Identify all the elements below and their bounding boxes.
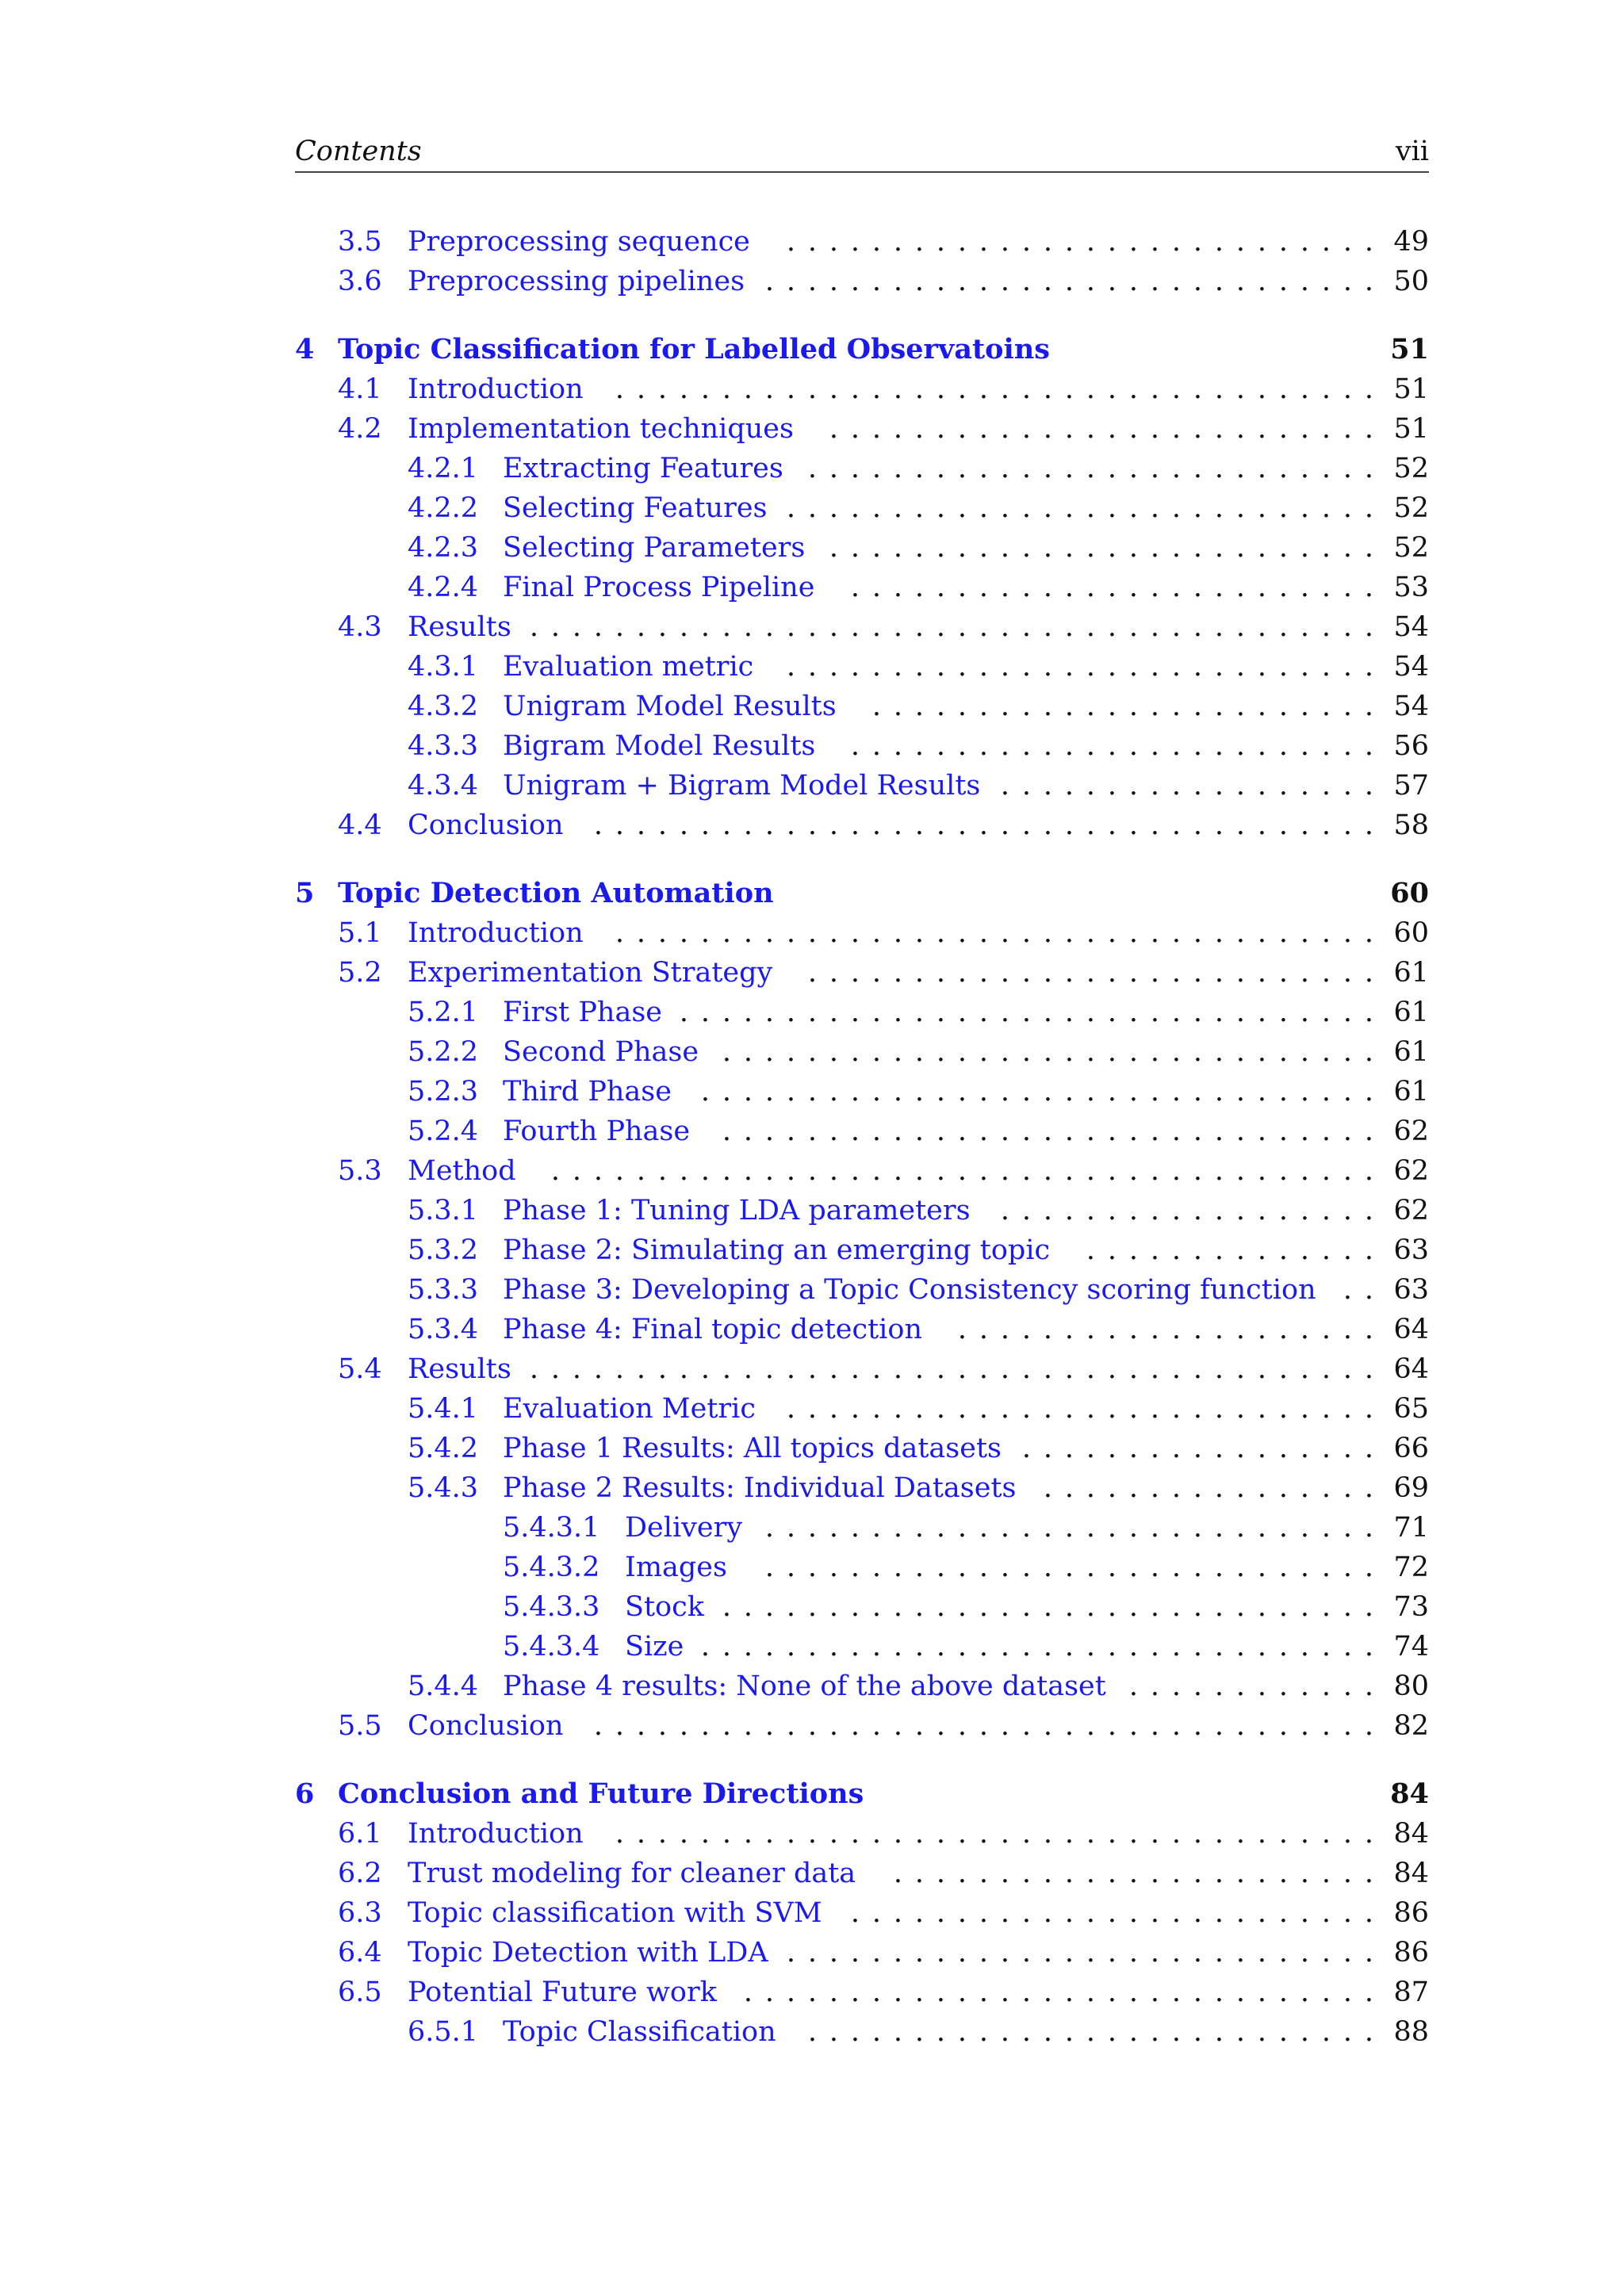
toc-entry-number[interactable]: 6.4: [338, 1937, 382, 1969]
toc-entry-title[interactable]: Implementation techniques: [408, 409, 802, 449]
toc-entry-title[interactable]: Topic Classification: [503, 2012, 784, 2052]
toc-entry-title[interactable]: Phase 1 Results: All topics datasets: [503, 1429, 1009, 1468]
toc-entry[interactable]: [295, 222, 1429, 262]
toc-entry-number[interactable]: 5.3: [338, 1155, 382, 1187]
dot-leader: . . . . . . . . . . . . . . . . . . . . . . . . . .: [829, 413, 1374, 445]
toc-entry[interactable]: [295, 1468, 1429, 1508]
dot-leader: . . . . . . . . . . . . . . . . . . . . . . . .: [871, 691, 1374, 722]
toc-entry-title[interactable]: Bigram Model Results: [503, 726, 823, 766]
toc-entry-title[interactable]: Preprocessing pipelines: [408, 262, 753, 301]
toc-entry-number[interactable]: 5: [295, 877, 315, 909]
toc-entry-number[interactable]: 4.3.3: [408, 730, 479, 762]
toc-entry[interactable]: [295, 409, 1429, 449]
toc-entry[interactable]: [295, 806, 1429, 845]
toc-entry-number[interactable]: 3.6: [338, 266, 382, 297]
toc-entry[interactable]: [295, 1508, 1429, 1548]
running-header: [295, 132, 1429, 173]
toc-entry[interactable]: [295, 488, 1429, 528]
dot-leader: . . . . . . . . . . . . . . . . . . . . . . . . . . . . . . . . . . . .: [615, 1818, 1374, 1850]
toc-entry-number[interactable]: 5.4.2: [408, 1433, 479, 1464]
toc-entry-number[interactable]: 4.3: [338, 611, 382, 643]
toc-entry-page: 58: [1393, 809, 1429, 841]
toc-entry[interactable]: [295, 647, 1429, 687]
toc-entry[interactable]: [295, 766, 1429, 806]
toc-entry[interactable]: [295, 1032, 1429, 1072]
toc-entry-page: 52: [1393, 492, 1429, 524]
toc-entry-number[interactable]: 4.3.2: [408, 691, 479, 722]
toc-entry-page: 56: [1393, 730, 1429, 762]
toc-entry-page: 57: [1393, 770, 1429, 802]
toc-entry[interactable]: [295, 1706, 1429, 1746]
toc-entry[interactable]: [295, 1112, 1429, 1151]
toc-entry-number[interactable]: 6.2: [338, 1858, 382, 1889]
dot-leader: . . . . . . . . . . . . . . . . . . . . . . . . . . . . . . . . . . . . . . . .: [529, 611, 1374, 643]
dot-leader: . . . . . . . . . . . . . . . . . . . . . . . . . . . . .: [764, 1552, 1374, 1583]
toc-chapter-entry[interactable]: [295, 1774, 1429, 1814]
toc-entry-page: 63: [1393, 1274, 1429, 1306]
toc-entry-number[interactable]: 5.3.1: [408, 1195, 479, 1226]
toc-entry-page: 60: [1393, 917, 1429, 949]
dot-leader: . . . . . . . . . . . . . . . . . . . . . . . . . . .: [807, 453, 1374, 484]
toc-entry[interactable]: [295, 1429, 1429, 1468]
toc-entry[interactable]: [295, 262, 1429, 301]
toc-entry-page: 86: [1393, 1937, 1429, 1969]
toc-entry-page: 52: [1393, 532, 1429, 564]
toc-entry-page: 54: [1393, 611, 1429, 643]
toc-entry[interactable]: [295, 1587, 1429, 1627]
document-page: [295, 0, 1429, 2296]
toc-entry-title[interactable]: Selecting Features: [503, 488, 776, 528]
toc-entry-number[interactable]: 5.2: [338, 957, 382, 989]
dot-leader: . . . . . . . . . . . . . . . . . . . . . . . . . . . . . . . . . . . .: [615, 373, 1374, 405]
dot-leader: . . . . . . . . . . . . . . . . . . . . . . . . . . . . . . .: [722, 1036, 1374, 1068]
dot-leader: . . . . . . . . . . . . . . . . . . . . . . . . .: [850, 572, 1374, 603]
toc-entry-title[interactable]: Phase 3: Developing a Topic Consistency scoring function: [503, 1270, 1324, 1310]
toc-entry-title[interactable]: Conclusion: [408, 1706, 572, 1746]
toc-entry-title[interactable]: Size: [625, 1627, 691, 1667]
toc-entry-number[interactable]: 5.4.1: [408, 1393, 479, 1425]
toc-entry-title[interactable]: Experimentation Strategy: [408, 953, 780, 993]
toc-entry-number[interactable]: 3.5: [338, 226, 382, 258]
toc-entry[interactable]: [295, 528, 1429, 568]
toc-entry-number[interactable]: 5.4.3.3: [503, 1591, 600, 1623]
dot-leader: . . . . . . . . . . . . . . . . . . . . . . .: [893, 1858, 1374, 1889]
toc-entry-title[interactable]: Topic Detection Automation: [338, 874, 782, 913]
toc-entry-page: 82: [1393, 1710, 1429, 1742]
toc-entry-page: 69: [1393, 1472, 1429, 1504]
toc-entry-number[interactable]: 5.4.3.4: [503, 1631, 600, 1663]
dot-leader: . . . . . . . . . . . . . . . . . . . . . . . . . . . . . . . . . . . .: [615, 917, 1374, 949]
toc-entry-number[interactable]: 4: [295, 333, 315, 365]
toc-entry-number[interactable]: 4.4: [338, 809, 382, 841]
toc-entry-number[interactable]: 6.1: [338, 1818, 382, 1850]
toc-entry-page: 74: [1393, 1631, 1429, 1663]
toc-entry-page: 72: [1393, 1552, 1429, 1583]
toc-entry-page: 62: [1393, 1155, 1429, 1187]
toc-entry-number[interactable]: 5.2.1: [408, 997, 479, 1028]
toc-chapter-entry[interactable]: [295, 874, 1429, 913]
dot-leader: . . . . . . . . . . . . . . . . . . . . . . . . .: [850, 1897, 1374, 1929]
toc-entry-page: 63: [1393, 1234, 1429, 1266]
toc-entry-page: 66: [1393, 1433, 1429, 1464]
toc-entry[interactable]: [295, 1548, 1429, 1587]
dot-leader: . . . . . . . . . . . . . . . . . . . . . . . . . . . . . . . .: [700, 1631, 1374, 1663]
toc-entry-page: 53: [1393, 572, 1429, 603]
toc-entry-title[interactable]: Evaluation Metric: [503, 1389, 764, 1429]
toc-entry[interactable]: [295, 1389, 1429, 1429]
toc-entry[interactable]: [295, 1667, 1429, 1706]
dot-leader: . . . . . . . . . . . . . . . . . . . . . . . . . . . . .: [764, 266, 1374, 297]
toc-entry-page: 61: [1393, 957, 1429, 989]
toc-entry[interactable]: [295, 1151, 1429, 1191]
toc-entry[interactable]: [295, 607, 1429, 647]
toc-entry-title[interactable]: Phase 2 Results: Individual Datasets: [503, 1468, 1024, 1508]
toc-chapter-entry[interactable]: [295, 330, 1429, 369]
toc-entry-page: 84: [1393, 1818, 1429, 1850]
toc-entry[interactable]: [295, 1191, 1429, 1230]
toc-entry-page: 52: [1393, 453, 1429, 484]
toc-entry-title[interactable]: Images: [625, 1548, 735, 1587]
dot-leader: . . . . . . . . . . . . . . . . .: [1021, 1433, 1374, 1464]
toc-entry-number[interactable]: 5.5: [338, 1710, 382, 1742]
dot-leader: . . . . . . . . . . . .: [1128, 1670, 1374, 1702]
toc-entry[interactable]: [295, 1072, 1429, 1112]
toc-entry[interactable]: [295, 1933, 1429, 1973]
toc-entry-number[interactable]: 5.2.3: [408, 1076, 479, 1108]
dot-leader: . . . . . . . . . . . . . . . . . .: [1000, 770, 1374, 802]
toc-entry-page: 61: [1393, 1036, 1429, 1068]
toc-entry-title[interactable]: Extracting Features: [503, 449, 791, 488]
toc-entry-title[interactable]: Phase 1: Tuning LDA parameters: [503, 1191, 979, 1230]
toc-entry[interactable]: [295, 726, 1429, 766]
toc-entry-page: 49: [1393, 226, 1429, 258]
toc-entry-number[interactable]: 6.3: [338, 1897, 382, 1929]
toc-entry-number[interactable]: 5.4.3.2: [503, 1552, 600, 1583]
toc-entry-number[interactable]: 4.2: [338, 413, 382, 445]
toc-entry-title[interactable]: Final Process Pipeline: [503, 568, 822, 607]
toc-entry-page: 64: [1393, 1353, 1429, 1385]
toc-entry-page: 73: [1393, 1591, 1429, 1623]
toc-entry-number[interactable]: 5.1: [338, 917, 382, 949]
header-page-number: vii: [1395, 136, 1429, 167]
toc-entry-page: 80: [1393, 1670, 1429, 1702]
toc-entry-number[interactable]: 4.3.1: [408, 651, 479, 683]
toc-entry-page: 64: [1393, 1314, 1429, 1345]
toc-entry-number[interactable]: 5.3.4: [408, 1314, 479, 1345]
toc-entry-number[interactable]: 5.4.4: [408, 1670, 479, 1702]
toc-entry-number[interactable]: 5.3.2: [408, 1234, 479, 1266]
toc-entry-title[interactable]: Phase 4: Final topic detection: [503, 1310, 930, 1349]
toc-entry-number[interactable]: 4.2.2: [408, 492, 479, 524]
toc-entry-title[interactable]: Delivery: [625, 1508, 750, 1548]
toc-entry-number[interactable]: 4.2.3: [408, 532, 479, 564]
toc-entry[interactable]: [295, 1854, 1429, 1893]
toc-entry-number[interactable]: 4.2.1: [408, 453, 479, 484]
toc-entry-title[interactable]: Conclusion: [408, 806, 572, 845]
toc-entry-title[interactable]: Fourth Phase: [503, 1112, 698, 1151]
toc-entry-number[interactable]: 6: [295, 1777, 315, 1810]
dot-leader: . . . . . . . . . . . . . .: [1086, 1234, 1374, 1266]
toc-entry-title[interactable]: Preprocessing sequence: [408, 222, 758, 262]
dot-leader: . . . . . . . . . . . . . . . . . . . . . . . . . . . .: [786, 1937, 1374, 1969]
dot-leader: . . . . . . . . . . . . . . . . . . . . . . . . . . . . . .: [743, 1976, 1374, 2008]
toc-entry-title[interactable]: Trust modeling for cleaner data: [408, 1854, 864, 1893]
toc-entry[interactable]: [295, 1349, 1429, 1389]
toc-entry[interactable]: [295, 1893, 1429, 1933]
toc-entry-title[interactable]: Results: [408, 607, 519, 647]
toc-entry-title[interactable]: Topic classification with SVM: [408, 1893, 830, 1933]
toc-entry-page: 71: [1393, 1512, 1429, 1544]
dot-leader: . . . . . . . . . . . . . . . . . . . . . . . . . . . . . . . . .: [679, 997, 1374, 1028]
dot-leader: . . . . . . . . . . . . . . . . . . . . . . . . . . . . . . .: [722, 1591, 1374, 1623]
toc-entry[interactable]: [295, 568, 1429, 607]
toc-entry-page: 54: [1393, 691, 1429, 722]
toc-entry-title[interactable]: Second Phase: [503, 1032, 707, 1072]
dot-leader: . . . . . . . . . . . . . . . . . . . . . . . . . .: [829, 532, 1374, 564]
toc-entry-page: 88: [1393, 2016, 1429, 2048]
dot-leader: . . . . . . . . . . . . . . . . . . . . . . . . .: [850, 730, 1374, 762]
toc-entry-title[interactable]: Results: [408, 1349, 519, 1389]
dot-leader: . . . . . . . . . . . . . . . . . . . . . . . . . . . . .: [764, 1512, 1374, 1544]
header-section-title: Contents: [295, 136, 422, 167]
toc-entry-title[interactable]: Phase 4 results: None of the above dataset: [503, 1667, 1114, 1706]
dot-leader: . . . . . . . . . . . . . . . . . . . . . . . . . . . .: [786, 492, 1374, 524]
toc-entry-title[interactable]: Potential Future work: [408, 1973, 725, 2012]
toc-entry-title[interactable]: Topic Detection with LDA: [408, 1933, 776, 1973]
toc-entry-title[interactable]: Unigram + Bigram Model Results: [503, 766, 988, 806]
toc-entry-page: 61: [1393, 997, 1429, 1028]
toc-entry[interactable]: [295, 2012, 1429, 2052]
toc-entry-page: 62: [1393, 1115, 1429, 1147]
toc-entry[interactable]: [295, 687, 1429, 726]
toc-entry-title[interactable]: Topic Classification for Labelled Observatoins: [338, 330, 1058, 369]
toc-entry-page: 62: [1393, 1195, 1429, 1226]
toc-entry-title[interactable]: Evaluation metric: [503, 647, 761, 687]
toc-entry-number[interactable]: 5.2.4: [408, 1115, 479, 1147]
toc-entry-title[interactable]: Third Phase: [503, 1072, 680, 1112]
dot-leader: . .: [1342, 1274, 1374, 1306]
toc-entry-number[interactable]: 5.4.3.1: [503, 1512, 600, 1544]
toc-entry[interactable]: [295, 369, 1429, 409]
toc-entry-number[interactable]: 6.5.1: [408, 2016, 479, 2048]
dot-leader: . . . . . . . . . . . . . . . .: [1043, 1472, 1374, 1504]
toc-entry-title[interactable]: First Phase: [503, 993, 670, 1032]
toc-entry-number[interactable]: 5.3.3: [408, 1274, 479, 1306]
toc-entry-page: 51: [1393, 373, 1429, 405]
dot-leader: . . . . . . . . . . . . . . . . . . . . . . . . . . . . . . .: [722, 1115, 1374, 1147]
toc-entry[interactable]: [295, 1627, 1429, 1667]
dot-leader: . . . . . . . . . . . . . . . . . . . . . . . . . . . . . . . .: [700, 1076, 1374, 1108]
dot-leader: . . . . . . . . . . . . . . . . . . . . . . . . . . .: [807, 2016, 1374, 2048]
toc-entry-page: 61: [1393, 1076, 1429, 1108]
toc-entry-number[interactable]: 4.3.4: [408, 770, 479, 802]
toc-entry-page: 84: [1390, 1777, 1429, 1810]
toc-entry-number[interactable]: 4.2.4: [408, 572, 479, 603]
toc-entry-title[interactable]: Introduction: [408, 913, 592, 953]
toc-entry-title[interactable]: Method: [408, 1151, 524, 1191]
toc-entry-title[interactable]: Conclusion and Future Directions: [338, 1774, 871, 1814]
toc-entry-page: 86: [1393, 1897, 1429, 1929]
toc-entry-title[interactable]: Stock: [625, 1587, 712, 1627]
dot-leader: . . . . . . . . . . . . . . . . . . . . . . . . . . . .: [786, 1393, 1374, 1425]
toc-entry[interactable]: [295, 1230, 1429, 1270]
dot-leader: . . . . . . . . . . . . . . . . . . . . . . . . . . . .: [786, 226, 1374, 258]
toc-entry-page: 87: [1393, 1976, 1429, 2008]
toc-entry-page: 54: [1393, 651, 1429, 683]
toc-entry-page: 51: [1390, 333, 1429, 365]
toc-entry-title[interactable]: Unigram Model Results: [503, 687, 845, 726]
toc-entry-page: 84: [1393, 1858, 1429, 1889]
toc-entry[interactable]: [295, 1973, 1429, 2012]
dot-leader: . . . . . . . . . . . . . . . . . . . . . . . . . . . . . . . . . . . . .: [593, 809, 1374, 841]
toc-entry-page: 60: [1390, 877, 1429, 909]
dot-leader: . . . . . . . . . . . . . . . . . . . . . . . . . . .: [807, 957, 1374, 989]
toc-entry-number[interactable]: 6.5: [338, 1976, 382, 2008]
toc-entry-title[interactable]: Introduction: [408, 1814, 592, 1854]
toc-entry-title[interactable]: Introduction: [408, 369, 592, 409]
toc-entry[interactable]: [295, 993, 1429, 1032]
toc-entry[interactable]: [295, 1270, 1429, 1310]
toc-entry-page: 51: [1393, 413, 1429, 445]
toc-entry[interactable]: [295, 1310, 1429, 1349]
toc-entry-title[interactable]: Phase 2: Simulating an emerging topic: [503, 1230, 1058, 1270]
toc-entry-number[interactable]: 4.1: [338, 373, 382, 405]
dot-leader: . . . . . . . . . . . . . . . . . . . . . . . . . . . . . . . . . . . . .: [593, 1710, 1374, 1742]
toc-entry[interactable]: [295, 953, 1429, 993]
toc-entry-page: 65: [1393, 1393, 1429, 1425]
dot-leader: . . . . . . . . . . . . . . . . . .: [1000, 1195, 1374, 1226]
toc-entry[interactable]: [295, 449, 1429, 488]
table-of-contents: [295, 222, 1429, 2052]
toc-entry-title[interactable]: Selecting Parameters: [503, 528, 813, 568]
toc-entry-page: 50: [1393, 266, 1429, 297]
toc-entry-number[interactable]: 5.4.3: [408, 1472, 479, 1504]
toc-entry-number[interactable]: 5.2.2: [408, 1036, 479, 1068]
toc-entry-number[interactable]: 5.4: [338, 1353, 382, 1385]
dot-leader: . . . . . . . . . . . . . . . . . . . . . . . . . . . . . . . . . . . . . . .: [550, 1155, 1374, 1187]
toc-entry[interactable]: [295, 913, 1429, 953]
dot-leader: . . . . . . . . . . . . . . . . . . . . . . . . . . . .: [786, 651, 1374, 683]
toc-entry[interactable]: [295, 1814, 1429, 1854]
dot-leader: . . . . . . . . . . . . . . . . . . . . . . . . . . . . . . . . . . . . . . . .: [529, 1353, 1374, 1385]
dot-leader: . . . . . . . . . . . . . . . . . . . .: [957, 1314, 1374, 1345]
